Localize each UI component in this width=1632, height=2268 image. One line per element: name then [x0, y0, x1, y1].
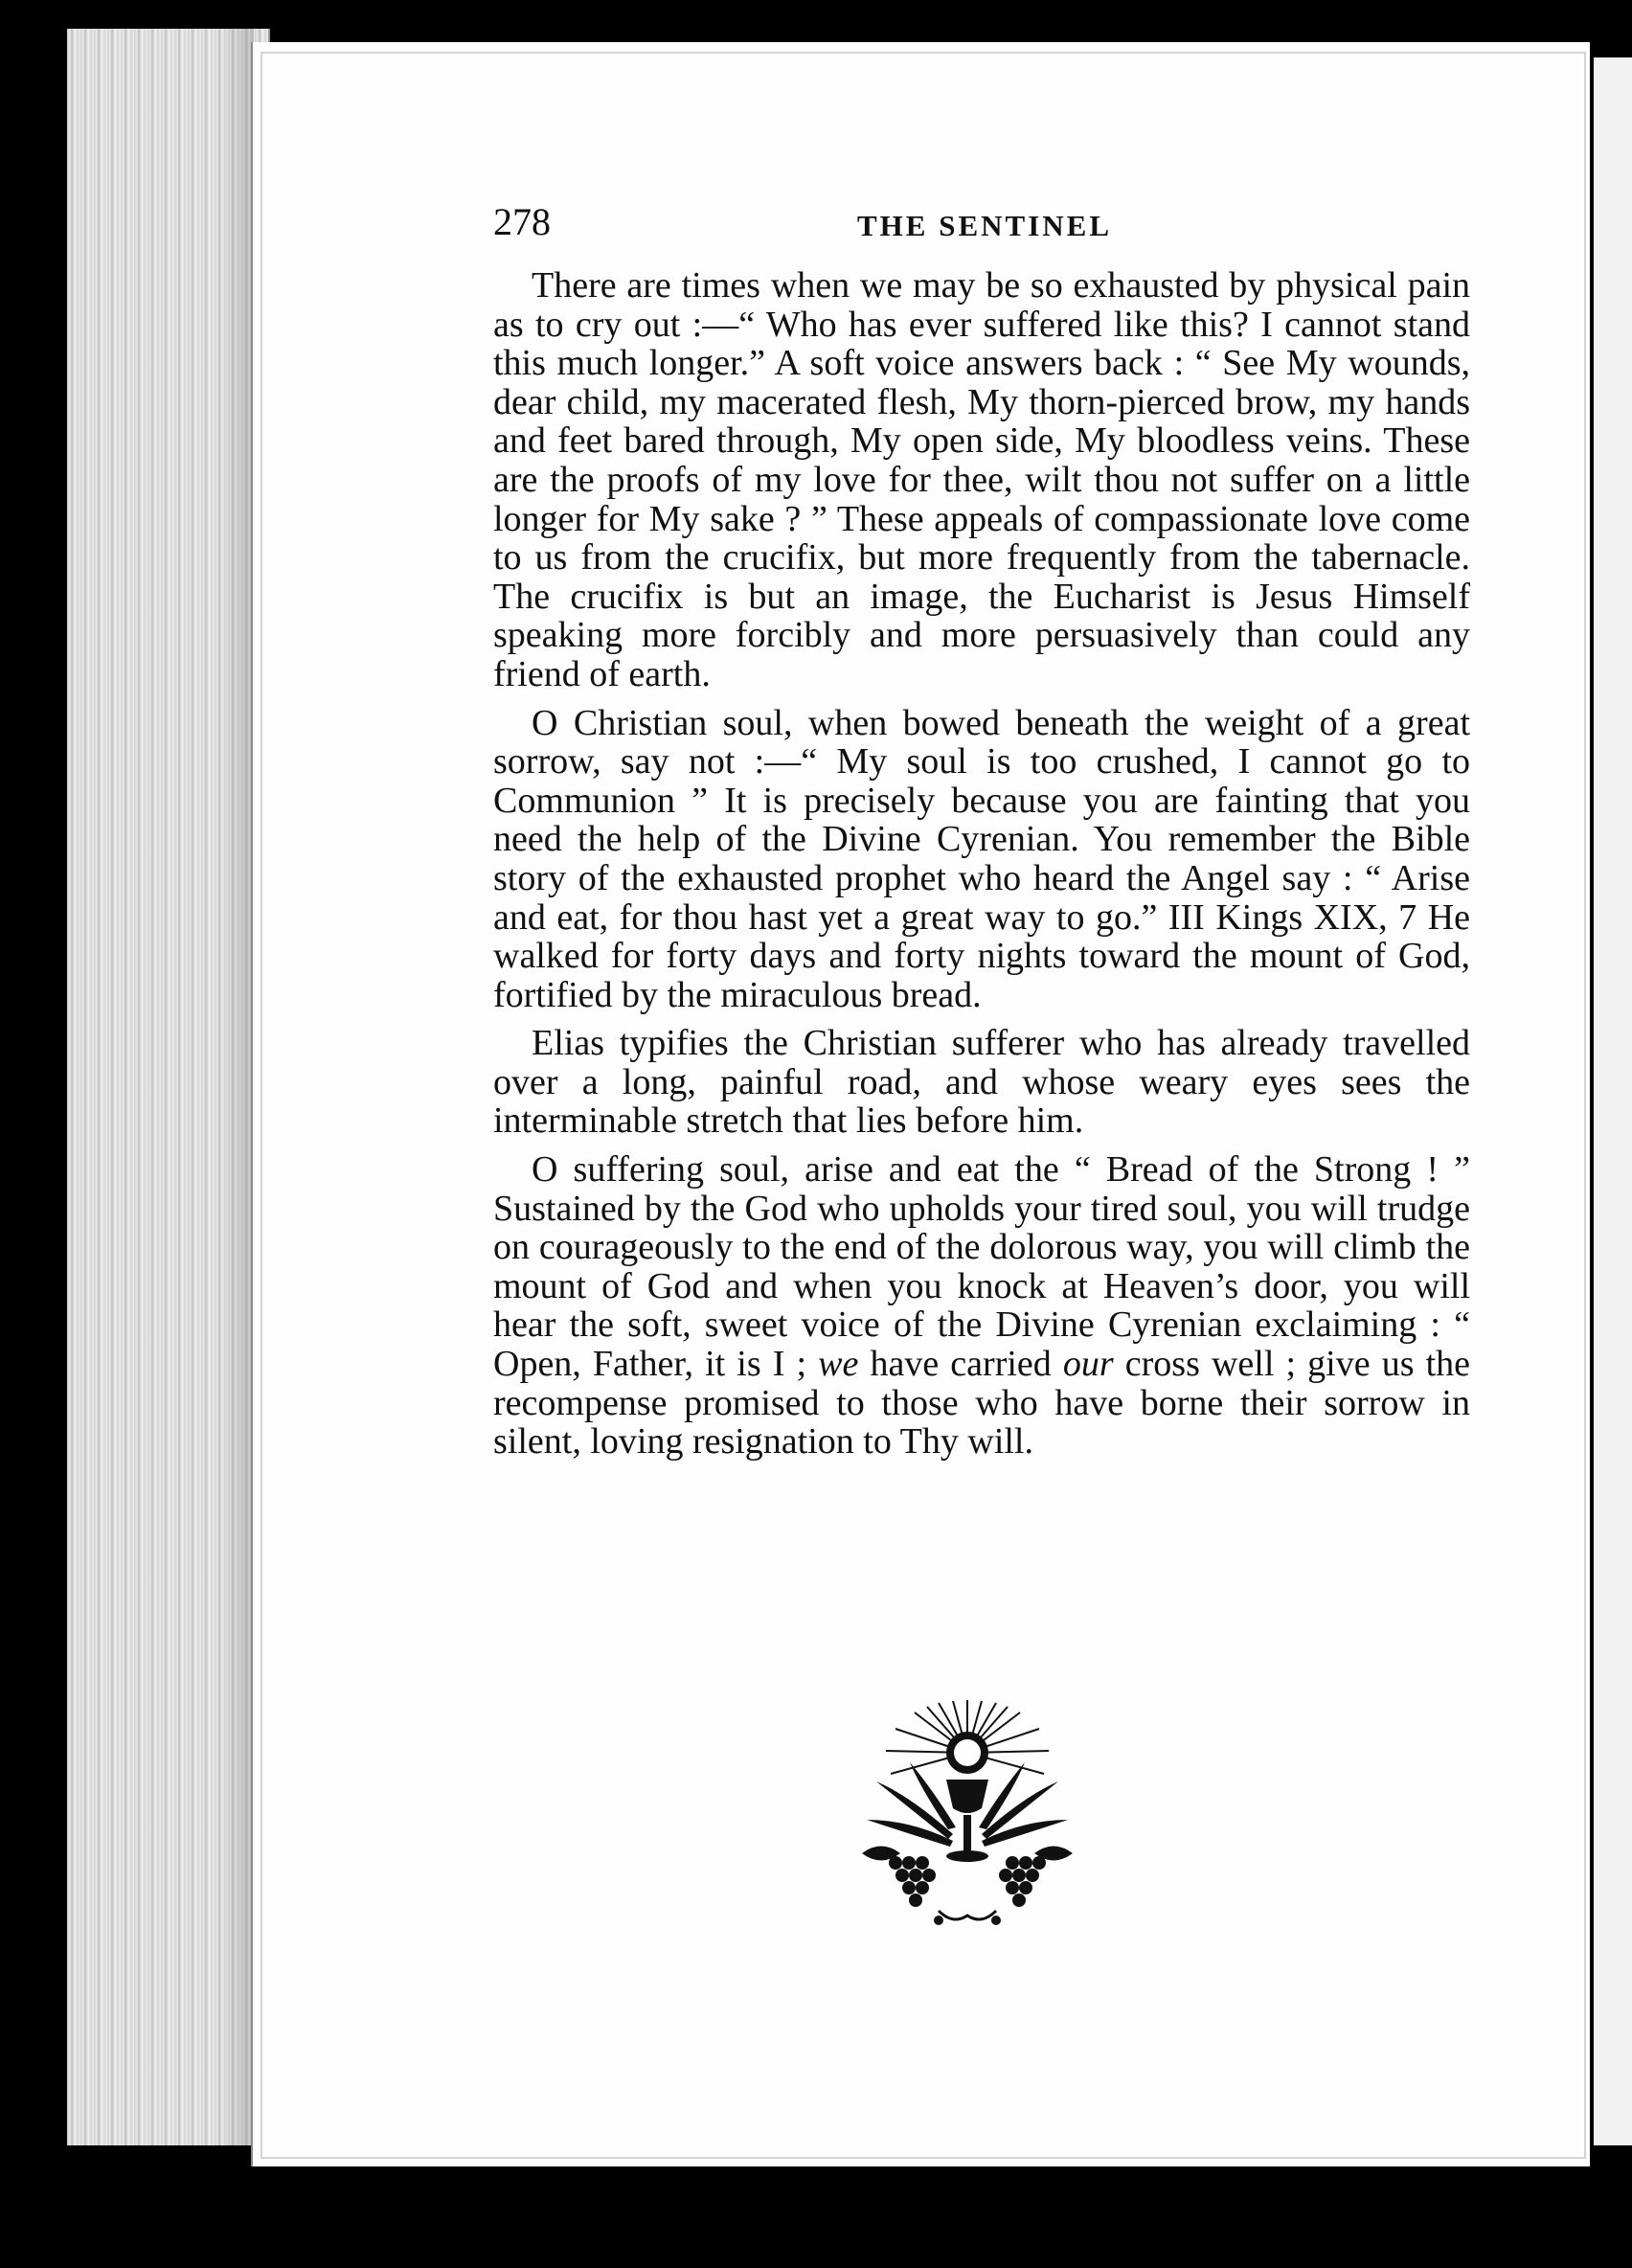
article-body — [493, 266, 1470, 1471]
host-icon — [954, 1739, 981, 1766]
paragraph-4 — [493, 1150, 1470, 1462]
paragraph-4-italic-our: our — [1062, 1344, 1114, 1385]
page-number: 278 — [493, 200, 551, 243]
paragraph-1: There are times when we may be so exhausted by physical pain as to cry out :—“ Who has ever suffered like this? I cannot stand this much longer.” A soft voice answers back : “ See My wounds, dear child, my macerated flesh, My thorn-pierced brow, my hands and feet bared through, My open side, My bloodless veins. These are the proofs of my love for thee, wilt thou not suffer on a little longer for My sake ? ” These appeals of compassionate love come to us from the crucifix, but more frequently from the tabernacle. The crucifix is but an image, the Eucharist is Jesus Himself speaking more forcibly and more persuasively than could any friend of earth. — [493, 265, 1470, 694]
chalice-stem — [963, 1815, 971, 1853]
paragraph-4-part-3: cross well ; give us the recompense promised to those who have borne their sorrow in silent, loving resignation to Thy will. — [493, 1344, 1471, 1463]
monstrance-wheat-grapes-ornament-icon — [843, 1695, 1092, 1944]
page-edge-shadow — [220, 29, 254, 2145]
grapes-right-icon — [999, 1847, 1073, 1908]
running-title: THE SENTINEL — [857, 209, 1113, 242]
paragraph-4-italic-we: we — [818, 1344, 859, 1385]
vine-tendril — [939, 1911, 996, 1919]
chalice-base — [946, 1850, 988, 1862]
adjacent-page-sliver — [1594, 57, 1632, 2145]
paragraph-4-part-2: have carried — [858, 1344, 1063, 1385]
wheat-left-icon — [867, 1762, 956, 1847]
paragraph-3: Elias typifies the Christian sufferer who has already travelled over a long, painful road, and whose weary eyes sees the interminable stretch that lies before him. — [493, 1023, 1470, 1142]
grapes-left-icon — [862, 1847, 936, 1908]
wheat-right-icon — [979, 1762, 1068, 1847]
page-header — [493, 199, 1470, 257]
paragraph-2: O Christian soul, when bowed beneath the weight of a great sorrow, say not :—“ My soul is too crushed, I cannot go to Communion ” It is precisely because you are fainting that you need the help of the Divine Cyrenian. You remember the Bible story of the exhausted prophet who heard the Angel say : “ Arise and eat, for thou hast yet a great way to go.” III Kings XIX, 7 He walked for forty days and forty nights toward the mount of God, fortified by the miraculous bread. — [493, 702, 1470, 1015]
chalice-cup-icon — [946, 1780, 988, 1813]
paragraph-4-part-1: O suffering soul, arise and eat the “ Bread of the Strong ! ” Sustained by the God who upholds your tired soul, you will trudge on courageously to the end of the dolorous way, you will climb the mount of God and when you knock at Heaven’s door, you will hear the soft, sweet voice of the Divine Cyrenian exclaiming : “ Open, Father, it is I ; — [493, 1149, 1470, 1385]
